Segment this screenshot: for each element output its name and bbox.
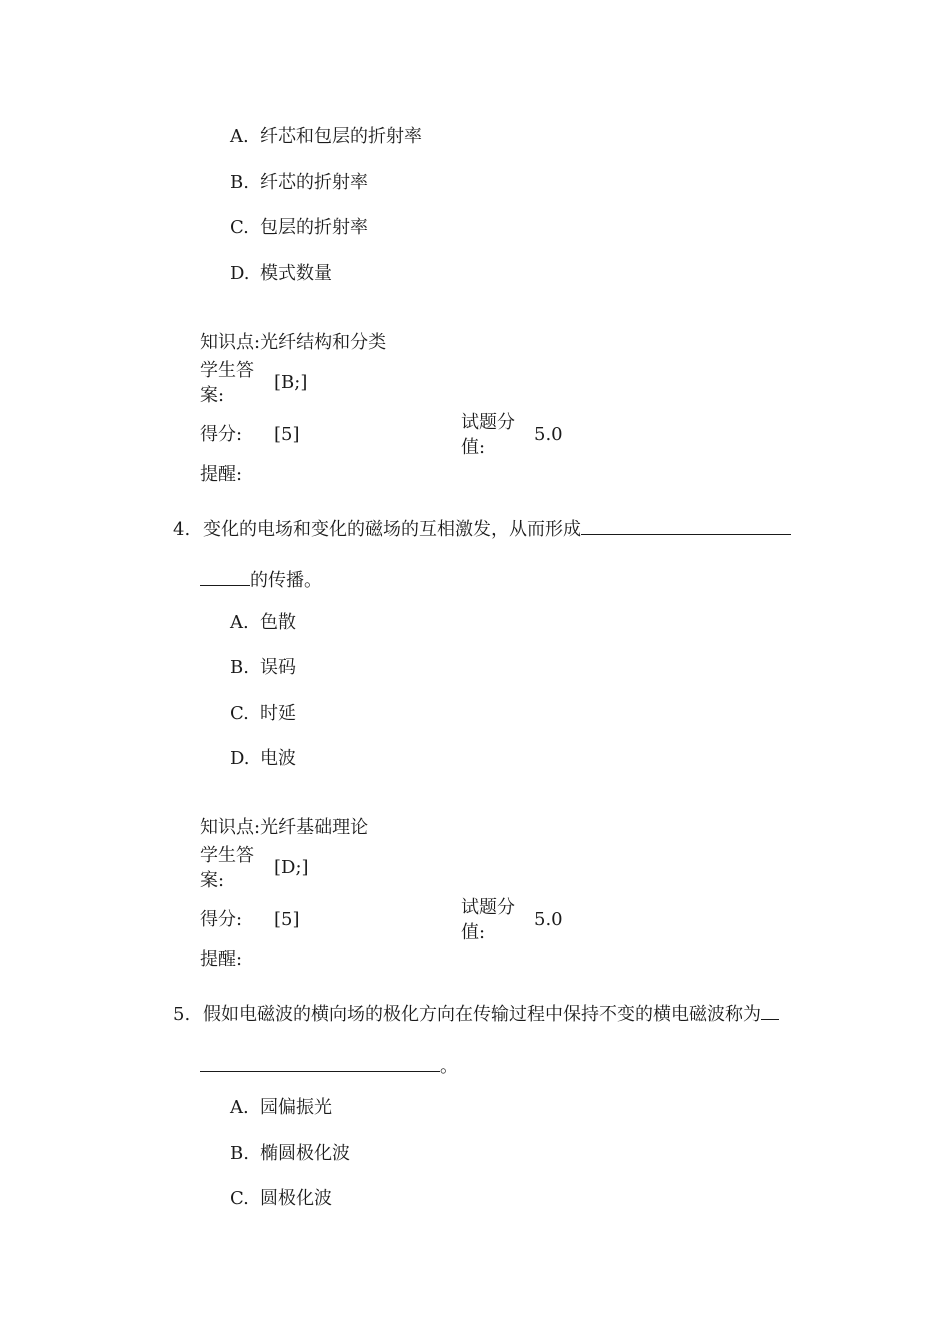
option-text: 时延 bbox=[260, 703, 296, 724]
answer-label-line2: 案: bbox=[200, 870, 225, 891]
q3-knowledge-point bbox=[200, 331, 386, 355]
q4-option-b[interactable] bbox=[230, 656, 296, 680]
q4-knowledge-point bbox=[200, 816, 368, 840]
q5-option-a[interactable] bbox=[230, 1096, 332, 1120]
q4-answer-label bbox=[200, 843, 270, 893]
option-letter: C. bbox=[230, 703, 249, 724]
option-letter: D. bbox=[230, 263, 250, 284]
answer-blank bbox=[200, 565, 250, 586]
option-letter: B. bbox=[230, 657, 249, 678]
answer-blank bbox=[581, 514, 791, 535]
q4-option-c[interactable] bbox=[230, 702, 296, 726]
q4-points-label bbox=[461, 895, 531, 945]
q3-option-c[interactable] bbox=[230, 216, 368, 240]
q5-stem-line2 bbox=[200, 1051, 458, 1079]
option-text: 误码 bbox=[260, 657, 296, 678]
option-text: 圆极化波 bbox=[260, 1188, 332, 1209]
option-letter: A. bbox=[230, 126, 249, 147]
question-number: 5. bbox=[173, 1004, 191, 1025]
q3-score-value: [5] bbox=[274, 424, 300, 445]
q4-stem-line2 bbox=[200, 565, 322, 593]
option-letter: A. bbox=[230, 1097, 249, 1118]
knowledge-value: 光纤基础理论 bbox=[260, 817, 369, 838]
option-letter: D. bbox=[230, 748, 250, 769]
question-stem: 变化的电场和变化的磁场的互相激发，从而形成 bbox=[203, 519, 581, 540]
q4-hint-label: 提醒: bbox=[200, 949, 243, 970]
knowledge-value: 光纤结构和分类 bbox=[260, 332, 387, 353]
knowledge-label: 知识点: bbox=[200, 332, 261, 353]
option-letter: C. bbox=[230, 217, 249, 238]
q3-points-value: 5.0 bbox=[534, 424, 563, 445]
q3-hint-label: 提醒: bbox=[200, 464, 243, 485]
option-text: 园偏振光 bbox=[260, 1097, 332, 1118]
option-text: 纤芯和包层的折射率 bbox=[260, 126, 422, 147]
option-text: 电波 bbox=[260, 748, 296, 769]
option-letter: C. bbox=[230, 1188, 249, 1209]
option-letter: A. bbox=[230, 612, 249, 633]
q4-points-value: 5.0 bbox=[534, 909, 563, 930]
q5-stem-line1 bbox=[173, 999, 779, 1027]
q3-score-label: 得分: bbox=[200, 424, 243, 445]
question-stem-end: 。 bbox=[440, 1056, 458, 1077]
q5-option-b[interactable] bbox=[230, 1142, 350, 1166]
q3-option-d[interactable] bbox=[230, 262, 332, 286]
answer-blank bbox=[200, 1051, 440, 1072]
answer-label-line2: 案: bbox=[200, 385, 225, 406]
option-text: 色散 bbox=[260, 612, 296, 633]
answer-blank bbox=[761, 999, 779, 1020]
q3-option-b[interactable] bbox=[230, 171, 368, 195]
option-letter: B. bbox=[230, 172, 249, 193]
q4-score-label: 得分: bbox=[200, 909, 243, 930]
q4-stem-line1 bbox=[173, 514, 791, 542]
question-stem-end: 的传播。 bbox=[250, 570, 322, 591]
knowledge-label: 知识点: bbox=[200, 817, 261, 838]
q3-answer-value: [B;] bbox=[274, 372, 308, 393]
option-text: 包层的折射率 bbox=[260, 217, 368, 238]
q4-option-a[interactable] bbox=[230, 611, 296, 635]
q3-answer-label bbox=[200, 358, 270, 408]
q4-option-d[interactable] bbox=[230, 747, 296, 771]
points-label-line1: 试题分 bbox=[461, 897, 515, 918]
question-number: 4. bbox=[173, 519, 191, 540]
q3-points-label bbox=[461, 410, 531, 460]
question-stem: 假如电磁波的横向场的极化方向在传输过程中保持不变的横电磁波称为 bbox=[203, 1004, 761, 1025]
q3-option-a[interactable] bbox=[230, 125, 422, 149]
option-text: 椭圆极化波 bbox=[260, 1143, 350, 1164]
points-label-line1: 试题分 bbox=[461, 412, 515, 433]
q5-option-c[interactable] bbox=[230, 1187, 332, 1211]
q4-answer-value: [D;] bbox=[274, 857, 309, 878]
option-text: 纤芯的折射率 bbox=[260, 172, 368, 193]
answer-label-line1: 学生答 bbox=[200, 845, 254, 866]
q4-score-value: [5] bbox=[274, 909, 300, 930]
points-label-line2: 值: bbox=[461, 922, 486, 943]
answer-label-line1: 学生答 bbox=[200, 360, 254, 381]
option-text: 模式数量 bbox=[260, 263, 332, 284]
points-label-line2: 值: bbox=[461, 437, 486, 458]
option-letter: B. bbox=[230, 1143, 249, 1164]
